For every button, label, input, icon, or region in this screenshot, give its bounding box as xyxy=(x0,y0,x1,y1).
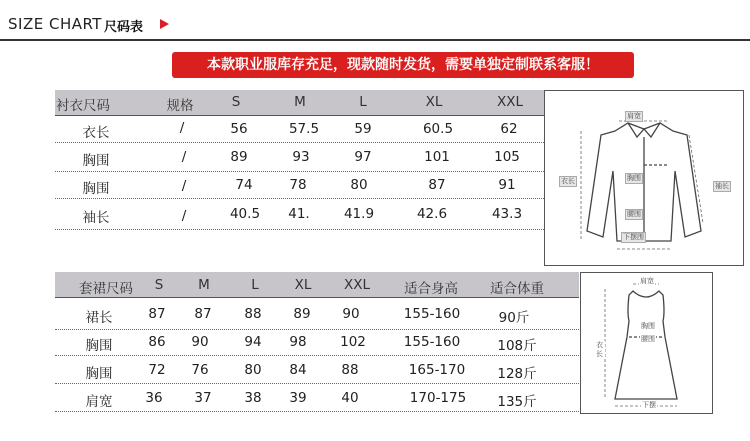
header-cell: 适合身高 xyxy=(404,281,458,297)
table-cell: 88 xyxy=(341,362,359,378)
table-cell: / xyxy=(181,149,187,165)
waist-label: 腰围 xyxy=(627,210,641,218)
row-divider xyxy=(55,297,579,298)
row-divider xyxy=(55,329,579,330)
header-cell: M xyxy=(294,94,306,110)
table-cell: 37 xyxy=(194,390,212,406)
table-cell: 101 xyxy=(424,149,450,165)
table-cell: 胸围 xyxy=(85,338,113,354)
table-cell: 170-175 xyxy=(409,390,467,406)
header-cell: XXL xyxy=(496,94,524,110)
header-cell: XL xyxy=(294,277,312,293)
header-cell: 规格 xyxy=(166,98,194,114)
table-cell: 胸围 xyxy=(85,366,113,382)
header-cell: S xyxy=(154,277,164,293)
table-cell: 56 xyxy=(230,121,248,137)
header-divider xyxy=(0,39,750,41)
table-cell: 肩宽 xyxy=(85,394,113,410)
chest-label: 胸围 xyxy=(641,322,655,330)
table-header-row xyxy=(55,272,579,297)
table-cell: 裙长 xyxy=(85,310,113,326)
sleeve-label: 袖长 xyxy=(715,182,729,190)
table-cell: 97 xyxy=(354,149,372,165)
table-cell: 102 xyxy=(340,334,366,350)
table-cell: 40 xyxy=(341,390,359,406)
table-cell: 84 xyxy=(289,362,307,378)
header-cell: M xyxy=(198,277,210,293)
table-cell: 41. xyxy=(288,206,310,222)
size-chart-header xyxy=(0,0,750,40)
row-divider xyxy=(55,383,579,384)
waist-label: 腰围 xyxy=(641,335,655,343)
length-label: 衣长 xyxy=(561,177,575,185)
table-cell: 128斤 xyxy=(497,366,537,382)
table-cell: 135斤 xyxy=(497,394,537,410)
table-cell: 88 xyxy=(244,306,262,322)
table-cell: 94 xyxy=(244,334,262,350)
table-cell: 155-160 xyxy=(403,306,461,322)
header-cell: 套裙尺码 xyxy=(79,281,133,297)
table-header-row xyxy=(55,90,544,115)
table-cell: 80 xyxy=(244,362,262,378)
table-cell: 80 xyxy=(350,177,368,193)
table-cell: 76 xyxy=(191,362,209,378)
table-cell: 87 xyxy=(148,306,166,322)
table-cell: 78 xyxy=(289,177,307,193)
table-cell: 胸围 xyxy=(82,153,110,169)
skirt-size-table xyxy=(55,272,579,412)
chest-label: 胸围 xyxy=(627,174,641,182)
header-cell: L xyxy=(251,277,259,293)
header-cell: 衬衣尺码 xyxy=(56,98,110,114)
length-label: 衣长 xyxy=(596,341,603,358)
table-cell: 86 xyxy=(148,334,166,350)
table-cell: 91 xyxy=(498,177,516,193)
table-cell: 108斤 xyxy=(497,338,537,354)
row-divider xyxy=(55,411,579,412)
table-cell: / xyxy=(181,178,187,194)
hem-label: 下摆围 xyxy=(623,233,644,241)
row-divider xyxy=(55,115,544,116)
table-cell: 60.5 xyxy=(422,121,454,137)
header-cell: XXL xyxy=(343,277,371,293)
shoulder-label: 肩宽 xyxy=(627,112,641,120)
size-chart-title-cn: 尺码表 xyxy=(104,20,144,35)
table-cell: 41.9 xyxy=(343,206,375,222)
table-cell: 90 xyxy=(191,334,209,350)
table-cell: 胸围 xyxy=(82,181,110,197)
row-divider xyxy=(55,171,544,172)
table-cell: 36 xyxy=(145,390,163,406)
table-cell: / xyxy=(181,208,187,224)
hem-label: 下摆 xyxy=(642,401,656,409)
header-cell: 适合体重 xyxy=(490,281,544,297)
triangle-arrow-icon xyxy=(160,19,169,29)
header-cell: XL xyxy=(425,94,443,110)
header-cell: L xyxy=(359,94,367,110)
stock-notice-banner: 本款职业服库存充足，现款随时发货，需要单独定制联系客服！ xyxy=(172,52,634,78)
table-cell: 155-160 xyxy=(403,334,461,350)
table-cell: 90斤 xyxy=(498,310,530,326)
shirt-diagram xyxy=(544,90,744,266)
table-cell: 93 xyxy=(292,149,310,165)
table-cell: 衣长 xyxy=(82,125,110,141)
table-cell: 42.6 xyxy=(416,206,448,222)
row-divider xyxy=(55,198,544,199)
shirt-size-table xyxy=(55,90,544,232)
table-cell: 59 xyxy=(354,121,372,137)
table-cell: 74 xyxy=(235,177,253,193)
shoulder-label: 肩宽 xyxy=(640,277,654,285)
row-divider xyxy=(55,355,579,356)
table-cell: 38 xyxy=(244,390,262,406)
table-cell: 72 xyxy=(148,362,166,378)
size-chart-title: SIZE CHART xyxy=(8,15,102,33)
table-cell: 165-170 xyxy=(408,362,466,378)
table-cell: 89 xyxy=(230,149,248,165)
row-divider xyxy=(55,229,544,230)
dress-diagram xyxy=(580,272,713,414)
row-divider xyxy=(55,142,544,143)
table-cell: / xyxy=(179,120,185,136)
table-cell: 89 xyxy=(293,306,311,322)
table-cell: 40.5 xyxy=(229,206,261,222)
table-cell: 98 xyxy=(289,334,307,350)
table-cell: 62 xyxy=(500,121,518,137)
header-cell: S xyxy=(231,94,241,110)
table-cell: 袖长 xyxy=(82,210,110,226)
table-cell: 105 xyxy=(494,149,520,165)
table-cell: 39 xyxy=(289,390,307,406)
table-cell: 90 xyxy=(342,306,360,322)
table-cell: 57.5 xyxy=(288,121,320,137)
table-cell: 87 xyxy=(194,306,212,322)
table-cell: 43.3 xyxy=(491,206,523,222)
table-cell: 87 xyxy=(428,177,446,193)
